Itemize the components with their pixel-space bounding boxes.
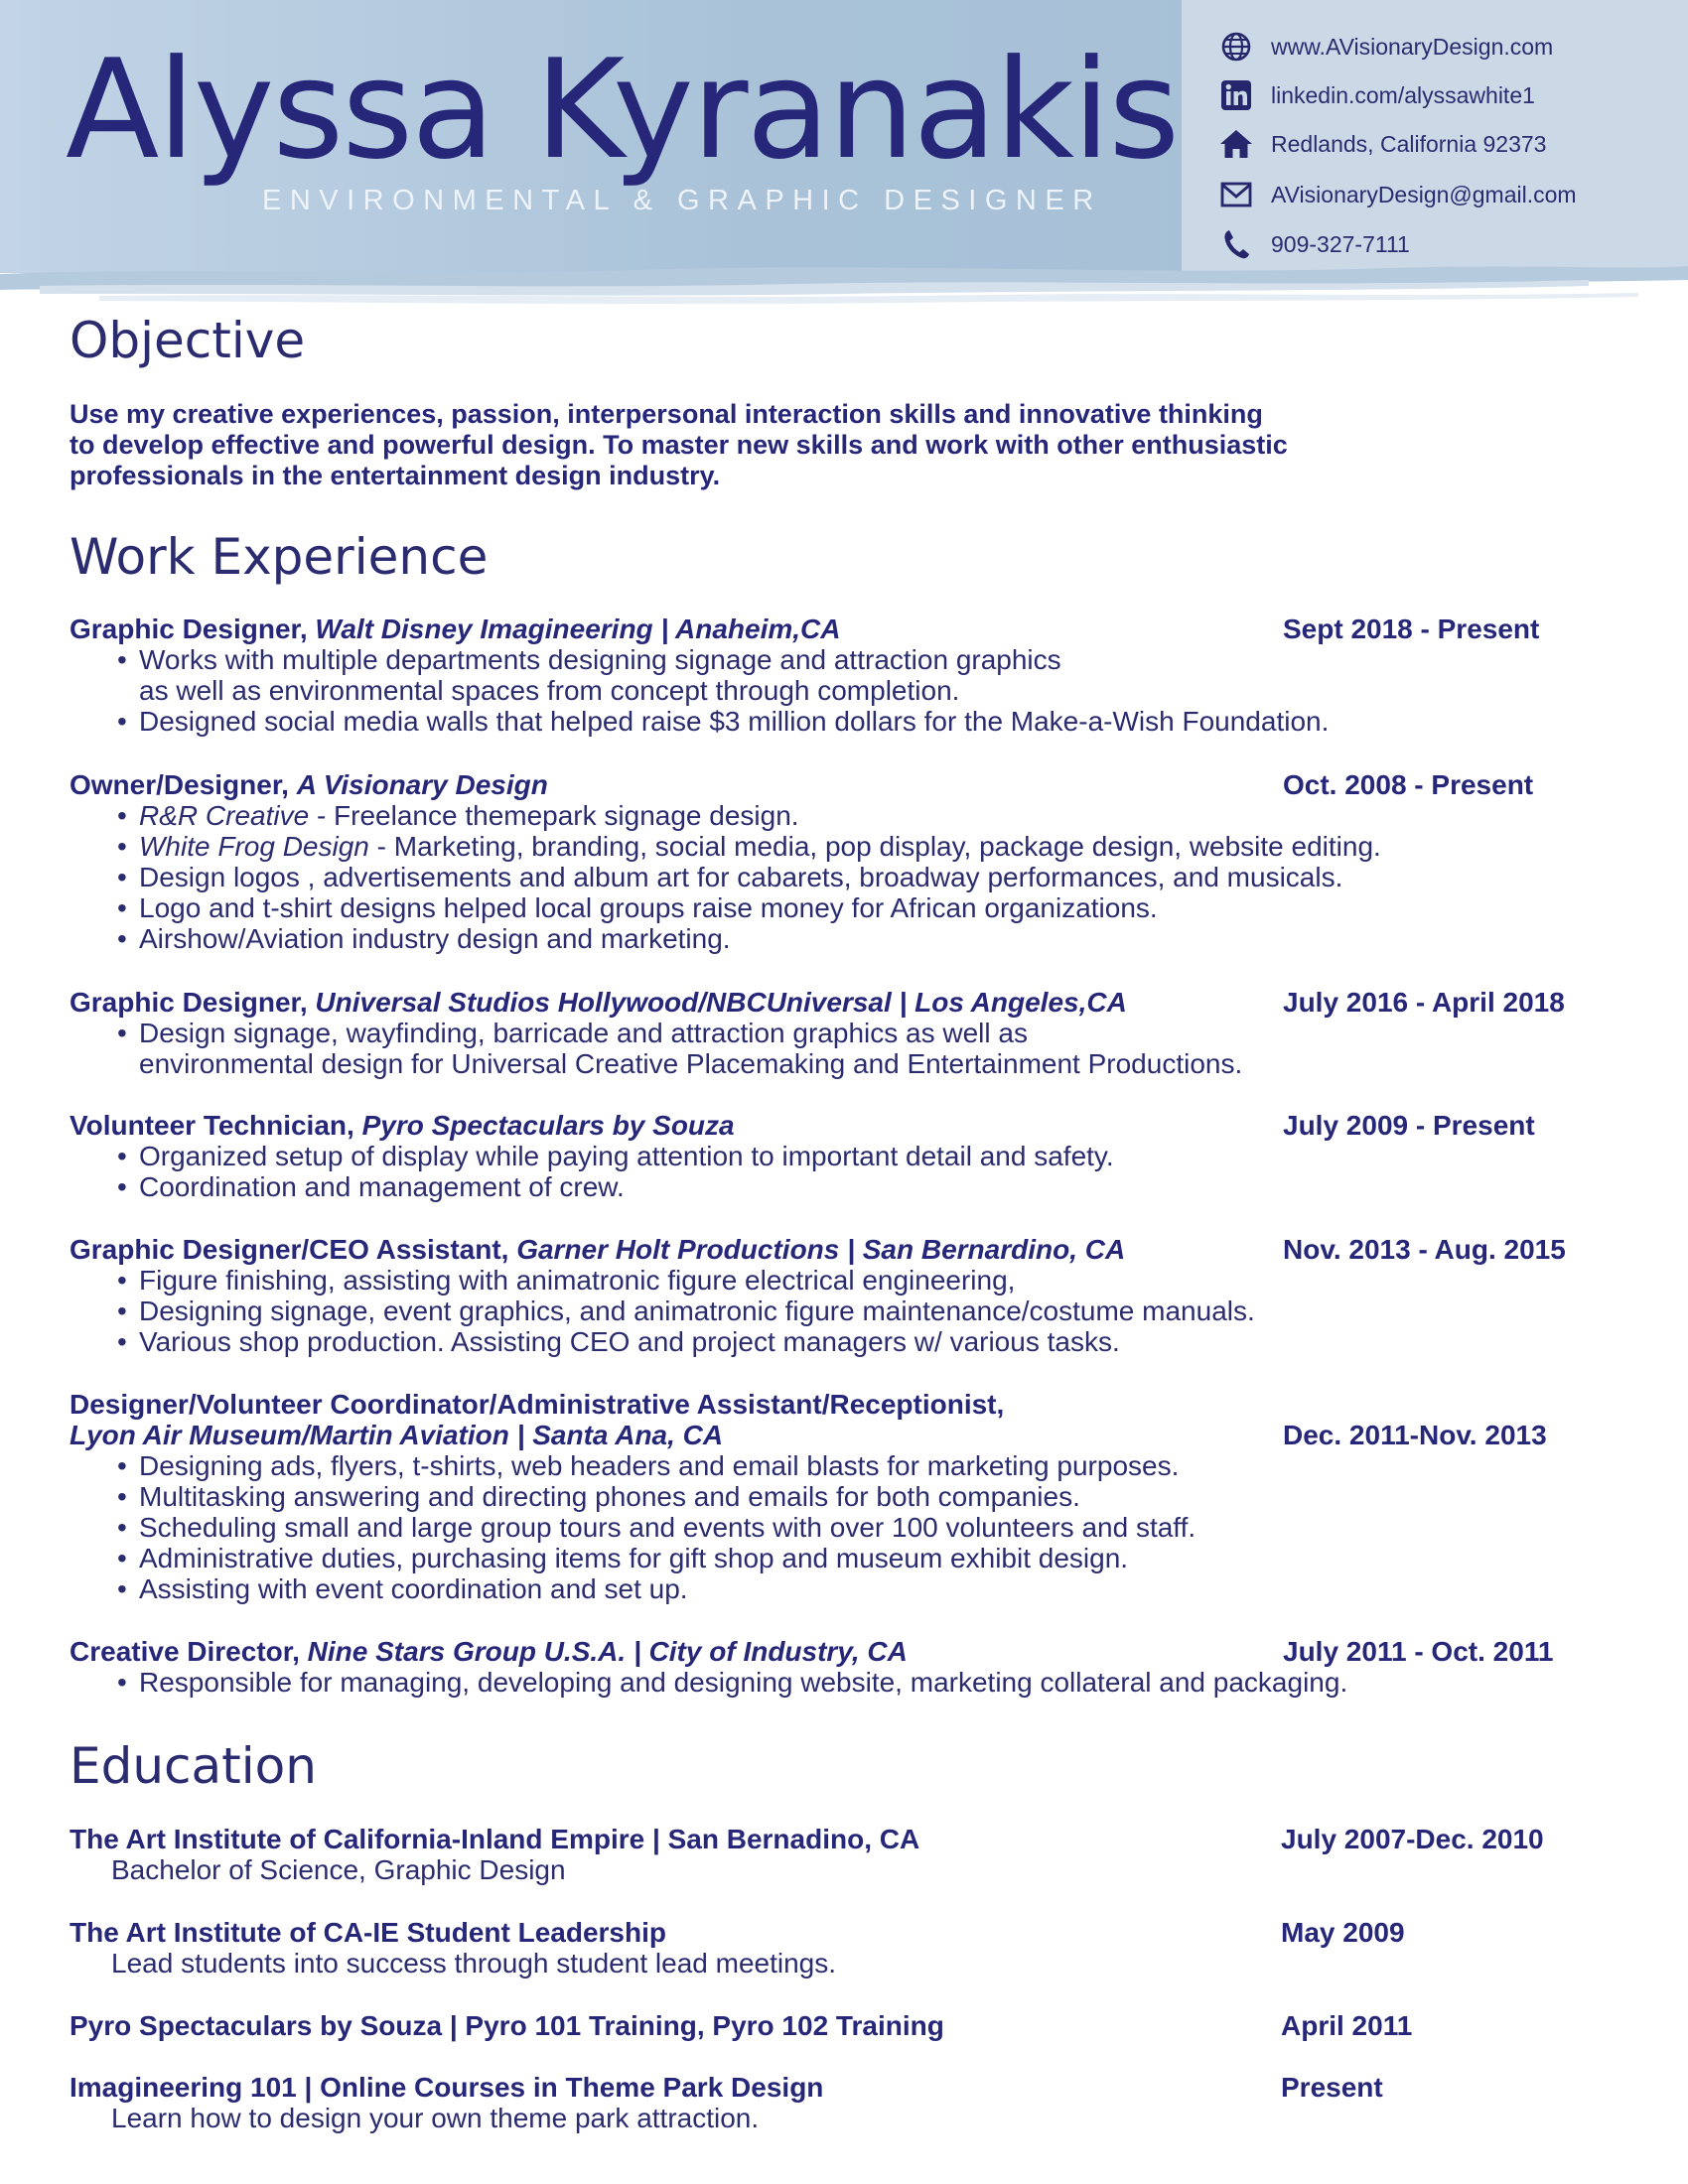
bullet-text: Various shop production. Assisting CEO and project managers w/ various tasks. bbox=[139, 1326, 1120, 1357]
job-organization: Walt Disney Imagineering | Anaheim,CA bbox=[315, 614, 841, 644]
job-role: Graphic Designer/CEO Assistant, bbox=[70, 1234, 509, 1265]
bullet-text: Coordination and management of crew. bbox=[139, 1171, 625, 1202]
bullet-client: R&R Creative bbox=[139, 800, 310, 831]
job-dates: Oct. 2008 - Present bbox=[1283, 769, 1534, 800]
home-icon bbox=[1219, 127, 1253, 161]
job-dates: July 2016 - April 2018 bbox=[1283, 987, 1565, 1018]
job-role: Graphic Designer, bbox=[70, 987, 308, 1018]
contact-website[interactable] bbox=[1219, 27, 1553, 67]
job-bullet bbox=[70, 1141, 1638, 1171]
bullet-text: Design signage, wayfinding, barricade and attraction graphics as well as bbox=[139, 1018, 1028, 1048]
job-garner-holt bbox=[70, 1234, 1638, 1357]
job-bullet bbox=[70, 1481, 1638, 1512]
education-item bbox=[70, 1824, 1638, 1885]
education-detail: Bachelor of Science, Graphic Design bbox=[111, 1854, 566, 1885]
bullet-text: Design logos , advertisements and album art for cabarets, broadway performances, and musicals. bbox=[139, 862, 1343, 892]
job-bullet bbox=[70, 1667, 1638, 1698]
bullet-text: Responsible for managing, developing and designing website, marketing collateral and packaging. bbox=[139, 1667, 1348, 1698]
education-header bbox=[70, 2072, 1638, 2103]
job-organization: Nine Stars Group U.S.A. | City of Industry, CA bbox=[307, 1636, 908, 1667]
job-dates: July 2011 - Oct. 2011 bbox=[1283, 1636, 1554, 1667]
job-bullets bbox=[70, 1018, 1638, 1079]
job-organization: Lyon Air Museum/Martin Aviation | Santa Ana, CA bbox=[70, 1420, 724, 1450]
bullet-text: Works with multiple departments designing signage and attraction graphics bbox=[139, 644, 1061, 675]
job-header bbox=[70, 1636, 1638, 1667]
bullet-text: Designed social media walls that helped raise $3 million dollars for the Make-a-Wish Foundation. bbox=[139, 706, 1330, 737]
job-bullet bbox=[70, 892, 1638, 923]
education-header bbox=[70, 1917, 1638, 1948]
job-role: Creative Director, bbox=[70, 1636, 300, 1667]
job-dates: July 2009 - Present bbox=[1283, 1110, 1535, 1141]
job-title bbox=[70, 1234, 1283, 1265]
job-role: Graphic Designer, bbox=[70, 614, 308, 644]
globe-icon bbox=[1219, 30, 1253, 64]
bullet-continuation: as well as environmental spaces from concept through completion. bbox=[139, 675, 960, 706]
job-nine-stars-group bbox=[70, 1636, 1638, 1698]
job-title bbox=[70, 614, 1283, 644]
job-title bbox=[70, 769, 1283, 800]
contact-location bbox=[1219, 124, 1546, 164]
contact-email[interactable] bbox=[1219, 175, 1577, 214]
job-role: Owner/Designer, bbox=[70, 769, 289, 800]
education-header bbox=[70, 1824, 1638, 1854]
work-experience-heading: Work Experience bbox=[70, 528, 489, 586]
job-bullet bbox=[70, 1265, 1638, 1296]
objective-line: to develop effective and powerful design. To master new skills and work with other enthusiastic bbox=[70, 430, 1288, 460]
job-bullets bbox=[70, 1265, 1638, 1357]
job-header bbox=[70, 614, 1638, 644]
job-bullet bbox=[70, 1171, 1638, 1202]
envelope-icon bbox=[1219, 178, 1253, 211]
job-universal-studios bbox=[70, 987, 1638, 1079]
education-header bbox=[70, 2010, 1638, 2041]
objective-text bbox=[70, 399, 1559, 491]
job-walt-disney-imagineering bbox=[70, 614, 1638, 737]
contact-phone-text: 909-327-7111 bbox=[1271, 230, 1410, 257]
job-organization: Garner Holt Productions | San Bernardino, CA bbox=[516, 1234, 1126, 1265]
brush-stroke-divider bbox=[0, 260, 1688, 315]
job-bullet bbox=[70, 644, 1638, 706]
job-bullet bbox=[70, 800, 1638, 831]
education-dates: July 2007-Dec. 2010 bbox=[1281, 1824, 1544, 1854]
job-bullet bbox=[70, 1450, 1638, 1481]
contact-linkedin[interactable] bbox=[1219, 75, 1535, 115]
education-title: Pyro Spectaculars by Souza | Pyro 101 Training, Pyro 102 Training bbox=[70, 2010, 944, 2041]
job-bullet bbox=[70, 1326, 1638, 1357]
job-bullets bbox=[70, 644, 1638, 737]
job-header bbox=[70, 769, 1638, 800]
job-bullet bbox=[70, 1573, 1638, 1604]
bullet-text: Multitasking answering and directing phones and emails for both companies. bbox=[139, 1481, 1080, 1512]
job-header bbox=[70, 1234, 1638, 1265]
job-organization: Universal Studios Hollywood/NBCUniversal | Los Angeles,CA bbox=[315, 987, 1127, 1018]
objective-line: Use my creative experiences, passion, interpersonal interaction skills and innovative thinking bbox=[70, 399, 1263, 429]
job-bullets bbox=[70, 1667, 1638, 1698]
job-header bbox=[70, 987, 1638, 1018]
education-title: Imagineering 101 | Online Courses in Theme Park Design bbox=[70, 2072, 824, 2103]
contact-location-text: Redlands, California 92373 bbox=[1271, 130, 1547, 157]
bullet-text: Administrative duties, purchasing items for gift shop and museum exhibit design. bbox=[139, 1543, 1129, 1573]
education-detail: Learn how to design your own theme park attraction. bbox=[111, 2103, 760, 2133]
job-header bbox=[70, 1420, 1638, 1450]
job-bullet bbox=[70, 706, 1638, 737]
job-a-visionary-design bbox=[70, 769, 1638, 954]
candidate-subtitle: ENVIRONMENTAL & GRAPHIC DESIGNER bbox=[262, 185, 1102, 216]
bullet-text: Figure finishing, assisting with animatronic figure electrical engineering, bbox=[139, 1265, 1016, 1296]
job-dates: Dec. 2011-Nov. 2013 bbox=[1283, 1420, 1547, 1450]
education-item bbox=[70, 2072, 1638, 2133]
education-title: The Art Institute of California-Inland Empire | San Bernadino, CA bbox=[70, 1824, 920, 1854]
phone-icon bbox=[1219, 227, 1253, 261]
job-bullet bbox=[70, 1018, 1638, 1079]
contact-email-text: AVisionaryDesign@gmail.com bbox=[1271, 181, 1577, 207]
bullet-text: - Marketing, branding, social media, pop display, package design, website editing. bbox=[368, 831, 1381, 862]
job-bullet bbox=[70, 1512, 1638, 1543]
bullet-text: Scheduling small and large group tours and events with over 100 volunteers and staff. bbox=[139, 1512, 1196, 1543]
education-dates: April 2011 bbox=[1281, 2010, 1413, 2041]
objective-heading: Objective bbox=[70, 312, 306, 369]
candidate-name: Alyssa Kyranakis bbox=[66, 30, 1179, 190]
bullet-continuation: environmental design for Universal Creative Placemaking and Entertainment Productions. bbox=[139, 1048, 1243, 1079]
job-header-line1 bbox=[70, 1389, 1638, 1420]
bullet-text: Designing ads, flyers, t-shirts, web headers and email blasts for marketing purposes. bbox=[139, 1450, 1180, 1481]
job-lyon-air-museum bbox=[70, 1389, 1638, 1604]
job-role: Designer/Volunteer Coordinator/Administrative Assistant/Receptionist, bbox=[70, 1389, 1005, 1420]
job-bullet bbox=[70, 923, 1638, 954]
job-dates: Nov. 2013 - Aug. 2015 bbox=[1283, 1234, 1566, 1265]
bullet-text: Airshow/Aviation industry design and marketing. bbox=[139, 923, 731, 954]
job-header bbox=[70, 1110, 1638, 1141]
job-title bbox=[70, 1110, 1283, 1141]
contact-phone[interactable] bbox=[1219, 224, 1410, 264]
bullet-client: White Frog Design bbox=[139, 831, 369, 862]
bullet-text: Assisting with event coordination and set up. bbox=[139, 1573, 688, 1604]
bullet-text: Organized setup of display while paying attention to important detail and safety. bbox=[139, 1141, 1114, 1171]
education-item bbox=[70, 1917, 1638, 1979]
job-bullets bbox=[70, 1450, 1638, 1604]
bullet-text: Designing signage, event graphics, and animatronic figure maintenance/costume manuals. bbox=[139, 1296, 1255, 1326]
job-title bbox=[70, 1420, 1283, 1450]
education-item bbox=[70, 2010, 1638, 2041]
job-organization: Pyro Spectaculars by Souza bbox=[361, 1110, 735, 1141]
contact-linkedin-text: linkedin.com/alyssawhite1 bbox=[1271, 81, 1535, 108]
job-title bbox=[70, 1636, 1283, 1667]
objective-line: professionals in the entertainment design industry. bbox=[70, 461, 721, 490]
education-heading: Education bbox=[70, 1737, 317, 1795]
job-bullet bbox=[70, 831, 1638, 862]
education-title: The Art Institute of CA-IE Student Leadership bbox=[70, 1917, 666, 1948]
bullet-text: Logo and t-shirt designs helped local groups raise money for African organizations. bbox=[139, 892, 1158, 923]
job-bullets bbox=[70, 800, 1638, 954]
education-detail: Lead students into success through student lead meetings. bbox=[111, 1948, 837, 1979]
job-dates: Sept 2018 - Present bbox=[1283, 614, 1540, 644]
education-dates: Present bbox=[1281, 2072, 1383, 2103]
bullet-text: - Freelance themepark signage design. bbox=[309, 800, 799, 831]
education-dates: May 2009 bbox=[1281, 1917, 1405, 1948]
contact-website-text: www.AVisionaryDesign.com bbox=[1271, 33, 1554, 60]
job-bullet bbox=[70, 1543, 1638, 1573]
job-role: Volunteer Technician, bbox=[70, 1110, 354, 1141]
job-title bbox=[70, 987, 1283, 1018]
linkedin-icon bbox=[1219, 78, 1253, 112]
job-bullets bbox=[70, 1141, 1638, 1202]
job-organization: A Visionary Design bbox=[296, 769, 548, 800]
job-bullet bbox=[70, 862, 1638, 892]
job-pyro-spectaculars bbox=[70, 1110, 1638, 1202]
job-bullet bbox=[70, 1296, 1638, 1326]
